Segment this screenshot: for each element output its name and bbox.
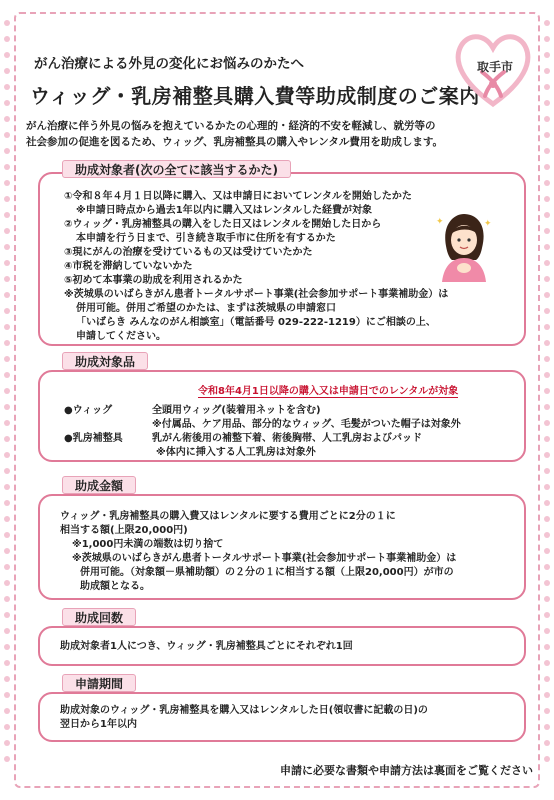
page-title: ウィッグ・乳房補整具購入費等助成制度のご案内 bbox=[30, 84, 480, 108]
goods-wig-label: ●ウィッグ bbox=[64, 405, 113, 416]
goods-breast-label: ●乳房補整具 bbox=[64, 433, 123, 444]
eligibility-item: ①令和８年４月１日以降に購入、又は申請日においてレンタルを開始したかた bbox=[64, 191, 412, 202]
goods-wig-desc: 全頭用ウィッグ(装着用ネットを含む) bbox=[152, 405, 321, 416]
amount-label: 助成金額 bbox=[62, 476, 136, 494]
period-text bbox=[60, 704, 520, 732]
intro-text bbox=[26, 118, 532, 150]
intro-line: 社会参加の促進を図るため、ウィッグ、乳房補整具の購入やレンタル費用を助成します。 bbox=[26, 136, 444, 148]
eligibility-note-cont: 「いばらき みんなのがん相談室」（電話番号 029-222-1219）にご相談の上、 bbox=[76, 317, 436, 328]
amount-note: ※茨城県のいばらきがん患者トータルサポート事業(社会参加サポート事業補助金）は bbox=[72, 553, 457, 564]
count-label: 助成回数 bbox=[62, 608, 136, 626]
amount-line: 相当する額(上限20,000円) bbox=[60, 525, 188, 536]
eligibility-item: ③現にがんの治療を受けているもの又は受けていたかた bbox=[64, 247, 313, 258]
eligibility-item: ⑤初めて本事業の助成を利用されるかた bbox=[64, 275, 243, 286]
eligibility-item-cont: 本申請を行う日まで、引き続き取手市に住所を有するかた bbox=[76, 233, 336, 244]
eligibility-item: ④市税を滞納していないかた bbox=[64, 261, 193, 272]
woman-illustration-icon bbox=[432, 212, 496, 282]
amount-note-cont: 併用可能。（対象額－県補助額）の２分の１に相当する額（上限20,000円）が市の bbox=[80, 567, 454, 578]
period-label: 申請期間 bbox=[62, 674, 136, 692]
count-box bbox=[38, 626, 526, 666]
amount-note-cont: 助成額となる。 bbox=[80, 581, 150, 592]
eligibility-label: 助成対象者(次の全てに該当するかた) bbox=[62, 160, 291, 178]
goods-breast-exclusion: ※体内に挿入する人工乳房は対象外 bbox=[156, 447, 316, 458]
eligibility-note: ※茨城県のいばらきがん患者トータルサポート事業(社会参加サポート事業補助金）は bbox=[64, 289, 449, 300]
intro-line: がん治療に伴う外見の悩みを抱えているかたの心理的・経済的不安を軽減し、就労等の bbox=[26, 120, 436, 132]
count-text: 助成対象者1人につき、ウィッグ・乳房補整具ごとにそれぞれ1回 bbox=[60, 641, 353, 652]
eligibility-note-cont: 併用可能。併用ご希望のかたは、まずは茨城県の申請窓口 bbox=[76, 303, 336, 314]
svg-text:✦: ✦ bbox=[436, 217, 444, 227]
goods-row-breast bbox=[64, 432, 422, 446]
city-name: 取手市 bbox=[477, 60, 514, 74]
eligibility-note-cont: 申請してください。 bbox=[76, 331, 166, 342]
amount-list bbox=[60, 510, 520, 594]
amount-note: ※1,000円未満の端数は切り捨て bbox=[72, 539, 224, 550]
eligibility-note: ※申請日時点から過去1年以内に購入又はレンタルした経費が対象 bbox=[76, 205, 373, 216]
eligibility-item: ②ウィッグ・乳房補整具の購入をした日又はレンタルを開始した日から bbox=[64, 219, 382, 230]
goods-wig-exclusion: ※付属品、ケア用品、部分的なウィッグ、毛髪がついた帽子は対象外 bbox=[152, 419, 461, 430]
amount-box bbox=[38, 494, 526, 600]
period-line: 翌日から1年以内 bbox=[60, 719, 137, 730]
goods-date-note: 令和8年4月1日以降の購入又は申請日でのレンタルが対象 bbox=[198, 382, 458, 398]
goods-label: 助成対象品 bbox=[62, 352, 148, 370]
goods-row-wig bbox=[64, 404, 321, 418]
footer-note: 申請に必要な書類や申請方法は裏面をご覧ください bbox=[280, 764, 533, 777]
period-box bbox=[38, 692, 526, 742]
goods-breast-desc: 乳がん術後用の補整下着、術後胸帯、人工乳房およびパッド bbox=[152, 433, 422, 444]
header-subtitle: がん治療による外見の変化にお悩みのかたへ bbox=[34, 56, 304, 72]
lace-border-right bbox=[544, 20, 550, 780]
svg-text:✦: ✦ bbox=[484, 219, 492, 229]
period-line: 助成対象のウィッグ・乳房補整具を購入又はレンタルした日(領収書に記載の日)の bbox=[60, 705, 428, 716]
amount-line: ウィッグ・乳房補整具の購入費又はレンタルに要する費用ごとに2分の１に bbox=[60, 511, 396, 522]
lace-border-left bbox=[4, 20, 10, 780]
